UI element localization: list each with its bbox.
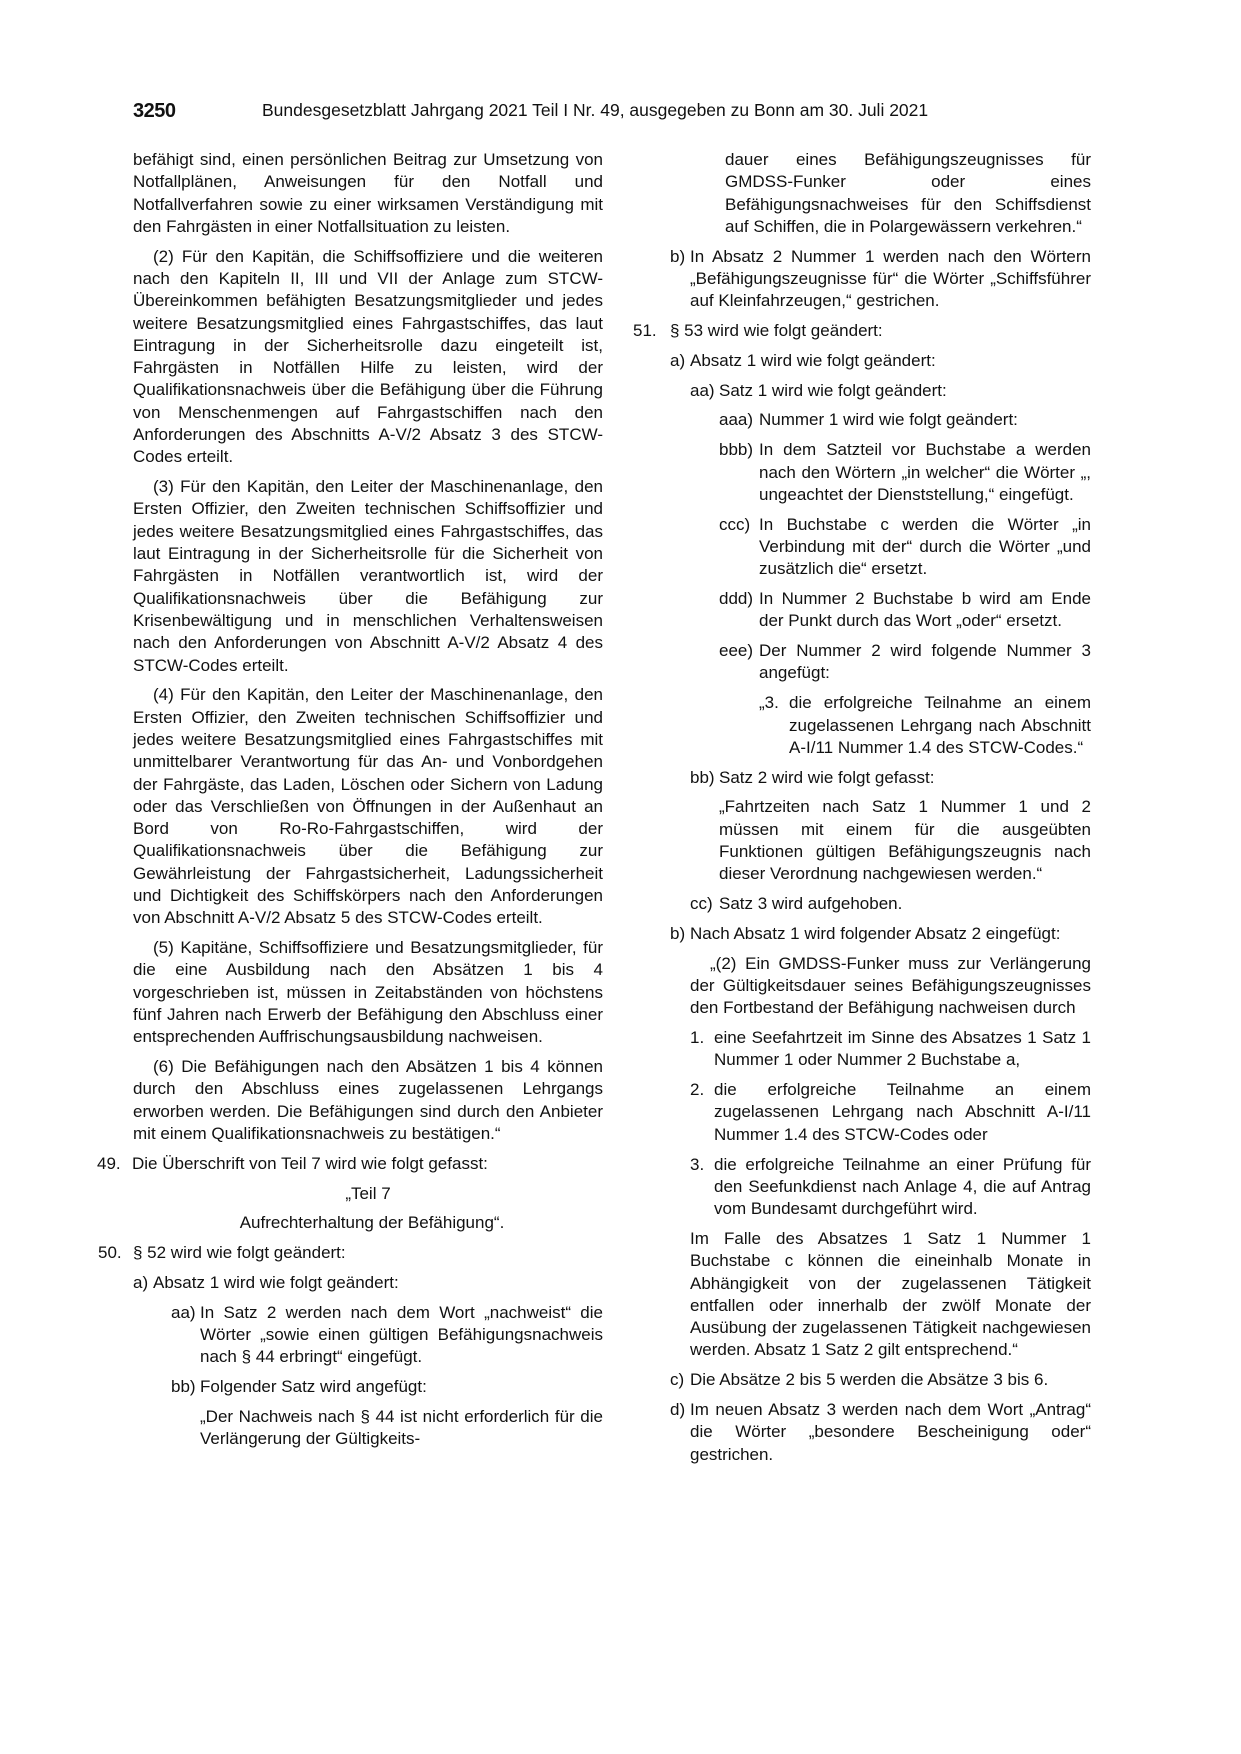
item-51-bbb-label: bbb) [719,440,754,460]
item-50-bb-quote: „Der Nachweis nach § 44 ist nicht erforderlich für die Verlängerung der Gültigkeits- [200,1406,603,1449]
item-50-label: 50. [98,1243,122,1263]
item-50-bb [171,1376,603,1398]
item-50-b-text: In Absatz 2 Nummer 1 werden nach den Wörtern „Befähigungszeugnisse für“ die Wörter „Schiffsführer auf Kleinfahrzeugen,“ gestrichen. [690,246,1091,311]
item-51-bb-quote: „Fahrtzeiten nach Satz 1 Nummer 1 und 2 müssen mit einem für die ausgeübten Funktionen gültigen Befähigungszeugnis nach dieser Verordnung nachgewiesen werden.“ [719,797,1091,884]
item-51-eee-quote-label: „3. [759,693,779,713]
item-51-bb-label: bb) [690,767,715,787]
item-50-b [670,246,1091,313]
item-51-ccc [719,514,1091,581]
item-51-text: § 53 wird wie folgt geändert: [670,321,883,341]
item-51-bb [690,767,1103,789]
item-50-bb-text: Folgender Satz wird angefügt: [200,1377,427,1397]
item-49-label: 49. [97,1153,121,1173]
item-50-bb-label: bb) [171,1377,196,1397]
right-column [633,149,1103,1473]
list-item-1-label: 1. [690,1028,705,1048]
item-51-eee-label: eee) [719,641,754,661]
left-column [97,149,603,1458]
list-item-3-label: 3. [690,1154,705,1174]
item-49-text: Die Überschrift von Teil 7 wird wie folgt gefasst: [132,1153,488,1173]
item-50-b-label: b) [670,246,686,266]
item-51-ccc-text: In Buchstabe c werden die Wörter „in Verbindung mit der“ durch die Wörter „und zusätzlich die“ ersetzt. [759,514,1091,579]
item-50-aa [171,1302,603,1369]
item-51-a-text: Absatz 1 wird wie folgt geändert: [690,350,936,370]
item-50-a [133,1272,603,1294]
item-51-d-text: Im neuen Absatz 3 werden nach dem Wort „Antrag“ die Wörter „besondere Bescheinigung oder“ gestrichen. [690,1400,1091,1464]
item-51-b-tail: Im Falle des Absatzes 1 Satz 1 Nummer 1 Buchstabe c können die eineinhalb Monate in Abhängigkeit von der zugelassenen Tätigkeit entfallen oder innerhalb der zwölf Monate der Ausübung der zugelassenen Tätigkeit nachgewiesen werden. Absatz 1 Satz 2 gilt entsprechend.“ [690,1228,1091,1360]
item-49 [97,1153,603,1175]
item-51-aa-text: Satz 1 wird wie folgt geändert: [719,380,947,400]
item-50-a-label: a) [133,1272,149,1292]
item-50-aa-label: aa) [171,1302,196,1322]
item-51-cc-label: cc) [690,894,713,914]
item-51-a-label: a) [670,350,686,370]
item-51-c [670,1369,1091,1391]
paragraph-2: (2) Für den Kapitän, die Schiffsoffiziere und die weiteren nach den Kapiteln II, III und VII der Anlage zum STCW-Übereinkommen befähigten Besatzungsmitglieder und jedes weitere Besatzungsmitglied eines Fahrgastschiffes, das laut Eintragung in der Sicherheitsrolle dazu eingeteilt ist, Fahrgästen in Notfällen Hilfe zu leisten, wird der Qualifikationsnachweis über die Befähigung über die Führung von Menschenmengen auf Fahrgastschiffen nach den Anforderungen des Abschnitts A-V/2 Absatz 3 des STCW-Codes erteilt. [133,246,603,467]
item-51-a [670,350,1103,372]
list-item-3-text: die erfolgreiche Teilnahme an einer Prüfung für den Seefunkdienst nach Anlage 4, die auf Antrag vom Bundesamt durchgeführt wird. [714,1154,1091,1219]
item-51-b-label: b) [670,923,686,943]
item-51-bb-text: Satz 2 wird wie folgt gefasst: [719,767,935,787]
paragraph-continuation: befähigt sind, einen persönlichen Beitrag zur Umsetzung von Notfallplänen, Anweisungen für den Notfall und Notfallverfahren sowie zu einer wirksamen Verständigung mit den Fahrgästen in einer Notfallsituation zu leisten. [133,150,603,236]
item-50 [98,1242,603,1264]
item-51-eee-quote-text: die erfolgreiche Teilnahme an einem zugelassenen Lehrgang nach Abschnitt A-I/11 Nummer 1.4 des STCW-Codes.“ [789,693,1091,757]
paragraph-5: (5) Kapitäne, Schiffsoffiziere und Besatzungsmitglieder, für die eine Ausbildung nach den Absätzen 1 bis 4 vorgeschrieben ist, müssen in Zeitabständen von höchstens fünf Jahren nach Erwerb der Befähigung den Abschluss einer entsprechenden Auffrischungsausbildung nachweisen. [133,938,603,1047]
item-50-text: § 52 wird wie folgt geändert: [133,1243,346,1263]
item-51-aaa-text: Nummer 1 wird wie folgt geändert: [759,410,1018,430]
paragraph-3: (3) Für den Kapitän, den Leiter der Maschinenanlage, den Ersten Offizier, den Zweiten technischen Schiffsoffizier und jedes weitere Besatzungsmitglied eines Fahrgastschiffes, das laut Eintragung in der Sicherheitsrolle für die Sicherheit von Fahrgästen in Notfällen verantwortlich ist, wird der Qualifikationsnachweis über die Befähigung zur Krisenbewältigung und in menschlichen Verhaltensweisen nach den Anforderungen von Abschnitt A-V/2 Absatz 4 des STCW-Codes erteilt. [133,477,603,675]
list-item-1-text: eine Seefahrtzeit im Sinne des Absatzes 1 Satz 1 Nummer 1 oder Nummer 2 Buchstabe a, [714,1028,1091,1070]
item-51-bbb [719,439,1091,506]
paragraph-6: (6) Die Befähigungen nach den Absätzen 1 bis 4 können durch den Abschluss eines zugelassenen Lehrgangs erworben werden. Die Befähigungen sind durch den Anbieter mit einem Qualifikationsnachweis zu bestätigen.“ [133,1057,603,1143]
item-51-ddd [719,588,1091,633]
item-51-b-quote: „(2) Ein GMDSS-Funker muss zur Verlängerung der Gültigkeitsdauer seines Befähigungszeugnisses den Fortbestand der Befähigung nachweisen durch [690,953,1091,1018]
item-51-b [670,923,1091,945]
item-51-cc-text: Satz 3 wird aufgehoben. [719,894,903,914]
item-51-bbb-text: In dem Satzteil vor Buchstabe a werden nach den Wörtern „in welcher“ die Wörter „, ungeachtet der Dienststellung,“ eingefügt. [759,440,1091,504]
list-item-1 [690,1027,1091,1072]
list-item-2-label: 2. [690,1080,705,1100]
item-51-d [670,1399,1091,1466]
list-item-3 [690,1154,1091,1221]
item-51-aaa [719,409,1091,431]
quote-heading-2: Aufrechterhaltung der Befähigung“. [239,1213,505,1233]
item-51-cc [690,893,1103,915]
item-51-eee [719,640,1091,685]
list-item-2-text: die erfolgreiche Teilnahme an einem zugelassenen Lehrgang nach Abschnitt A-I/11 Nummer 1.4 des STCW-Codes oder [714,1080,1091,1144]
quote-heading-1: „Teil 7 [345,1183,391,1203]
item-51-eee-text: Der Nummer 2 wird folgende Nummer 3 angefügt: [759,641,1091,683]
item-50-aa-text: In Satz 2 werden nach dem Wort „nachweist“ die Wörter „sowie einen gültigen Befähigungsnachweis nach § 44 erbringt“ eingefügt. [200,1302,603,1367]
quote-continuation: dauer eines Befähigungszeugnisses für GMDSS-Funker oder eines Befähigungsnachweises für den Schiffsdienst auf Schiffen, die in Polargewässern verkehren.“ [725,150,1091,236]
item-51-b-text: Nach Absatz 1 wird folgender Absatz 2 eingefügt: [690,923,1061,943]
item-51-aa-label: aa) [690,380,715,400]
item-51-ddd-label: ddd) [719,589,754,609]
list-item-2 [690,1079,1091,1146]
item-51-label: 51. [633,321,657,341]
page-number: 3250 [133,100,176,122]
item-51-eee-quote [759,692,1091,759]
item-51-ddd-text: In Nummer 2 Buchstabe b wird am Ende der Punkt durch das Wort „oder“ ersetzt. [759,589,1091,631]
item-51-c-label: c) [670,1370,685,1390]
item-50-a-text: Absatz 1 wird wie folgt geändert: [153,1272,399,1292]
item-51-c-text: Die Absätze 2 bis 5 werden die Absätze 3 bis 6. [690,1370,1049,1390]
item-51-aaa-label: aaa) [719,410,754,430]
item-51-ccc-label: ccc) [719,514,751,534]
item-51-d-label: d) [670,1400,686,1420]
running-header: Bundesgesetzblatt Jahrgang 2021 Teil I Nr. 49, ausgegeben zu Bonn am 30. Juli 2021 [262,100,929,120]
item-51 [633,320,1103,342]
paragraph-4: (4) Für den Kapitän, den Leiter der Maschinenanlage, den Ersten Offizier, den Zweiten technischen Schiffsoffizier und jedes weitere Besatzungsmitglied eines Fahrgastschiffes mit unmittelbarer Verantwortung für das An- und Vonbordgehen der Fahrgäste, das Laden, Löschen oder Sichern von Ladung oder das Verschließen von Öffnungen in der Außenhaut an Bord von Ro-Ro-Fahrgastschiffen, wird der Qualifikationsnachweis über die Befähigung zur Gewährleistung der Fahrgastsicherheit, Ladungssicherheit und Dichtigkeit des Schiffskörpers nach den Anforderungen von Abschnitt A-V/2 Absatz 5 des STCW-Codes erteilt. [133,685,603,928]
item-51-aa [690,380,1103,402]
